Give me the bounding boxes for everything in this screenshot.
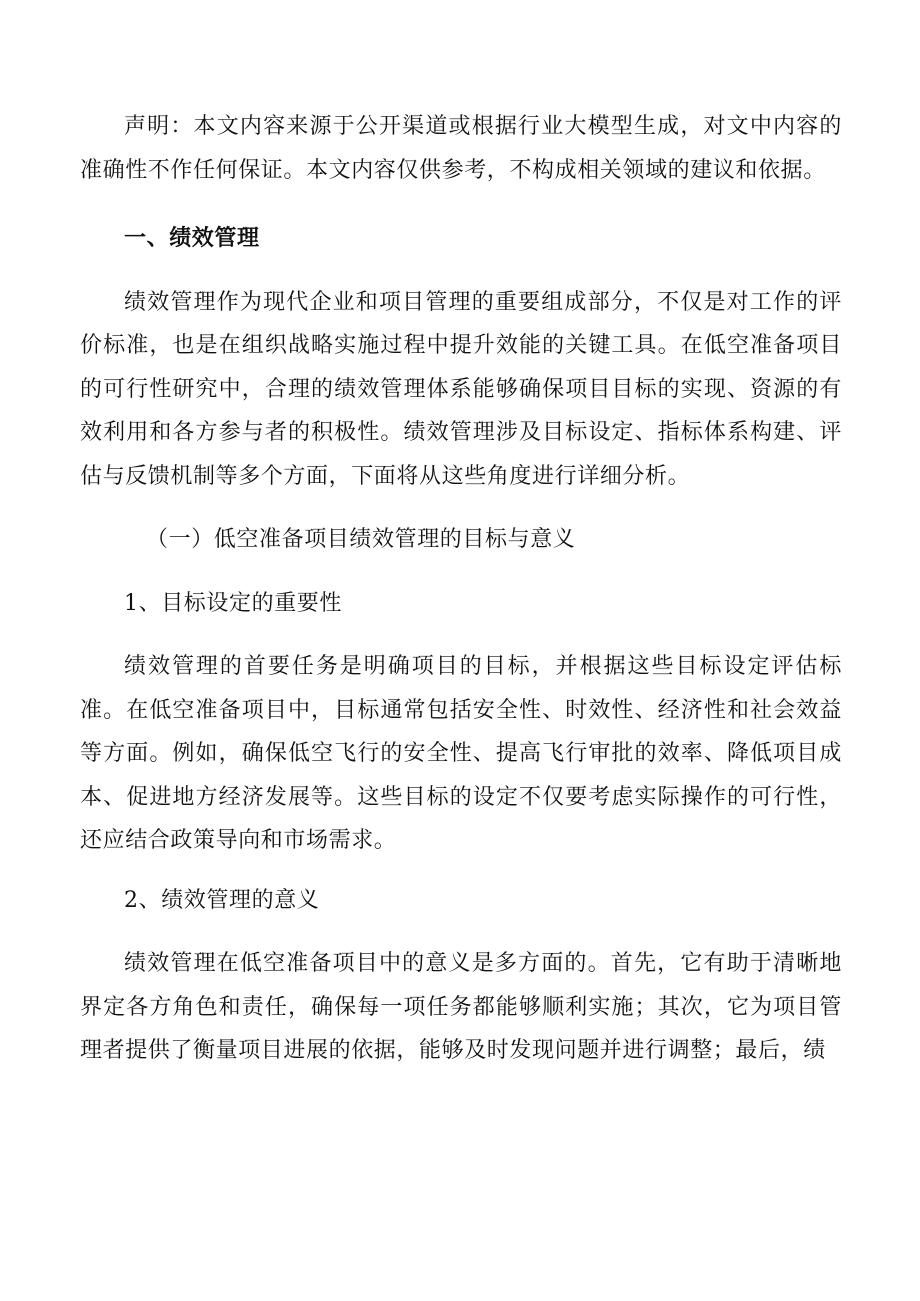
subsection-title: （一）低空准备项目绩效管理的目标与意义: [146, 527, 576, 552]
item2-title: 2、绩效管理的意义: [124, 887, 320, 913]
declaration-paragraph: 声明：本文内容来源于公开渠道或根据行业大模型生成，对文中内容的准确性不作任何保证。本文内容仅供参考，不构成相关领域的建议和依据。: [80, 114, 842, 183]
item1-paragraph: 绩效管理的首要任务是明确项目的目标，并根据这些目标设定评估标准。在低空准备项目中，目标通常包括安全性、时效性、经济性和社会效益等方面。例如，确保低空飞行的安全性、提高飞行审批的效率、降低项目成本、促进地方经济发展等。这些目标的设定不仅要考虑实际操作的可行性，还应结合政策导向和市场需求。: [80, 654, 842, 853]
item1-title: 1、目标设定的重要性: [124, 590, 342, 616]
section-title: 一、绩效管理: [124, 226, 260, 251]
item2-paragraph: 绩效管理在低空准备项目中的意义是多方面的。首先，它有助于清晰地界定各方角色和责任，确保每一项任务都能够顺利实施；其次，它为项目管理者提供了衡量项目进展的依据，能够及时发现问题并进行调整；最后，绩: [80, 951, 842, 1063]
intro-paragraph: 绩效管理作为现代企业和项目管理的重要组成部分，不仅是对工作的评价标准，也是在组织战略实施过程中提升效能的关键工具。在低空准备项目的可行性研究中，合理的绩效管理体系能够确保项目目标的实现、资源的有效利用和各方参与者的积极性。绩效管理涉及目标设定、指标体系构建、评估与反馈机制等多个方面，下面将从这些角度进行详细分析。: [80, 289, 842, 489]
document-body: [80, 105, 842, 1073]
